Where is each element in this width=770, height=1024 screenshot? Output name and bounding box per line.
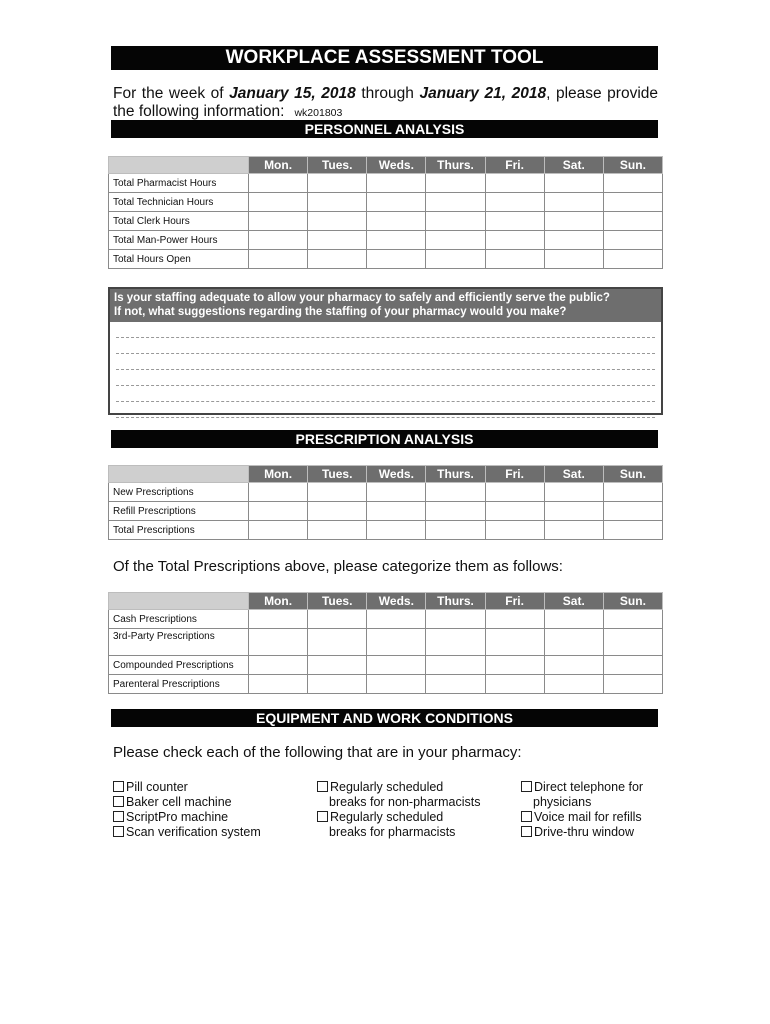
row-label: Total Man-Power Hours: [109, 231, 249, 250]
table-row: [109, 629, 663, 656]
entry-cell[interactable]: [367, 212, 426, 231]
checklist-column-2: [317, 780, 480, 840]
checkbox[interactable]: [521, 781, 532, 792]
row-label: 3rd-Party Prescriptions: [109, 629, 249, 656]
day-header: Sun.: [603, 593, 662, 610]
entry-cell[interactable]: [426, 250, 485, 269]
answer-line[interactable]: [116, 354, 655, 370]
entry-cell[interactable]: [367, 502, 426, 521]
day-header: Fri.: [485, 466, 544, 483]
day-header: Tues.: [308, 157, 367, 174]
prescription-heading: PRESCRIPTION ANALYSIS: [111, 430, 658, 448]
checklist-item-continued: breaks for non-pharmacists: [329, 795, 481, 809]
table-row: [109, 231, 663, 250]
day-header: Sun.: [603, 466, 662, 483]
checkbox[interactable]: [317, 811, 328, 822]
entry-cell[interactable]: [367, 675, 426, 694]
answer-line[interactable]: [116, 322, 655, 338]
day-header: Thurs.: [426, 593, 485, 610]
entry-cell[interactable]: [308, 521, 367, 540]
category-table: [108, 592, 663, 694]
day-header: Mon.: [249, 157, 308, 174]
entry-cell[interactable]: [544, 174, 603, 193]
entry-cell[interactable]: [426, 610, 485, 629]
table-row: [109, 174, 663, 193]
entry-cell[interactable]: [544, 675, 603, 694]
entry-cell[interactable]: [308, 250, 367, 269]
table-header-row: [109, 157, 663, 174]
answer-line[interactable]: [116, 402, 655, 418]
table-row: [109, 193, 663, 212]
day-header: Weds.: [367, 593, 426, 610]
checklist-item[interactable]: Regularly scheduled: [317, 810, 480, 825]
answer-line[interactable]: [116, 370, 655, 386]
table-row: [109, 675, 663, 694]
entry-cell[interactable]: [367, 610, 426, 629]
entry-cell[interactable]: [308, 483, 367, 502]
entry-cell[interactable]: [249, 193, 308, 212]
header-blank: [109, 157, 249, 174]
entry-cell[interactable]: [249, 483, 308, 502]
table-row: [109, 250, 663, 269]
header-blank: [109, 593, 249, 610]
checkbox[interactable]: [113, 796, 124, 807]
intro-text: For the week of January 15, 2018 through January 21, 2018, please provide the following information: wk201803: [113, 85, 659, 120]
entry-cell[interactable]: [485, 250, 544, 269]
table-row: [109, 212, 663, 231]
entry-cell[interactable]: [426, 174, 485, 193]
entry-cell[interactable]: [544, 250, 603, 269]
entry-cell[interactable]: [249, 521, 308, 540]
week-end-date: January 21, 2018: [419, 85, 547, 102]
row-label: Parenteral Prescriptions: [109, 675, 249, 694]
entry-cell[interactable]: [308, 675, 367, 694]
checkbox[interactable]: [113, 811, 124, 822]
checklist-item[interactable]: Drive-thru window: [521, 825, 643, 840]
day-header: Fri.: [485, 157, 544, 174]
table-header-row: [109, 466, 663, 483]
entry-cell[interactable]: [367, 521, 426, 540]
day-header: Weds.: [367, 157, 426, 174]
row-label: Cash Prescriptions: [109, 610, 249, 629]
table-row: [109, 483, 663, 502]
entry-cell[interactable]: [485, 193, 544, 212]
entry-cell[interactable]: [367, 656, 426, 675]
entry-cell[interactable]: [249, 656, 308, 675]
checklist-item[interactable]: Direct telephone for: [521, 780, 643, 795]
entry-cell[interactable]: [485, 231, 544, 250]
row-label: Compounded Prescriptions: [109, 656, 249, 675]
staffing-question: Is your staffing adequate to allow your pharmacy to safely and efficiently serve the public? If not, what suggestions regarding the staffing of your pharmacy would you make?: [110, 289, 661, 322]
entry-cell[interactable]: [485, 629, 544, 656]
checklist-item[interactable]: Baker cell machine: [113, 795, 261, 810]
row-label: Total Prescriptions: [109, 521, 249, 540]
personnel-heading: PERSONNEL ANALYSIS: [111, 120, 658, 138]
entry-cell[interactable]: [426, 629, 485, 656]
table-row: [109, 502, 663, 521]
entry-cell[interactable]: [544, 193, 603, 212]
entry-cell[interactable]: [367, 193, 426, 212]
entry-cell[interactable]: [544, 656, 603, 675]
entry-cell[interactable]: [603, 675, 662, 694]
entry-cell[interactable]: [249, 675, 308, 694]
entry-cell[interactable]: [603, 250, 662, 269]
day-header: Thurs.: [426, 466, 485, 483]
table-row: [109, 610, 663, 629]
checklist-item[interactable]: ScriptPro machine: [113, 810, 261, 825]
row-label: New Prescriptions: [109, 483, 249, 502]
entry-cell[interactable]: [544, 212, 603, 231]
week-start-date: January 15, 2018: [229, 85, 356, 102]
entry-cell[interactable]: [426, 502, 485, 521]
entry-cell[interactable]: [308, 212, 367, 231]
entry-cell[interactable]: [485, 656, 544, 675]
day-header: Weds.: [367, 466, 426, 483]
entry-cell[interactable]: [367, 629, 426, 656]
checklist-item-continued: breaks for pharmacists: [329, 825, 456, 839]
entry-cell[interactable]: [426, 675, 485, 694]
entry-cell[interactable]: [249, 629, 308, 656]
header-blank: [109, 466, 249, 483]
entry-cell[interactable]: [367, 250, 426, 269]
checklist-item[interactable]: Regularly scheduled: [317, 780, 480, 795]
row-label: Total Technician Hours: [109, 193, 249, 212]
day-header: Sat.: [544, 157, 603, 174]
entry-cell[interactable]: [367, 483, 426, 502]
table-header-row: [109, 593, 663, 610]
entry-cell[interactable]: [485, 675, 544, 694]
staffing-answer-area[interactable]: [110, 322, 661, 418]
row-label: Refill Prescriptions: [109, 502, 249, 521]
checkbox[interactable]: [521, 826, 532, 837]
entry-cell[interactable]: [603, 521, 662, 540]
day-header: Sat.: [544, 466, 603, 483]
week-code: wk201803: [294, 107, 343, 119]
checkbox[interactable]: [113, 781, 124, 792]
entry-cell[interactable]: [485, 174, 544, 193]
answer-line[interactable]: [116, 338, 655, 354]
row-label: Total Hours Open: [109, 250, 249, 269]
entry-cell[interactable]: [249, 250, 308, 269]
entry-cell[interactable]: [426, 212, 485, 231]
entry-cell[interactable]: [426, 231, 485, 250]
row-label: Total Clerk Hours: [109, 212, 249, 231]
checkbox[interactable]: [113, 826, 124, 837]
entry-cell[interactable]: [308, 629, 367, 656]
entry-cell[interactable]: [544, 610, 603, 629]
table-row: [109, 521, 663, 540]
checklist-item[interactable]: Voice mail for refills: [521, 810, 643, 825]
entry-cell[interactable]: [308, 610, 367, 629]
entry-cell[interactable]: [544, 521, 603, 540]
entry-cell[interactable]: [603, 193, 662, 212]
entry-cell[interactable]: [485, 483, 544, 502]
day-header: Mon.: [249, 593, 308, 610]
entry-cell[interactable]: [544, 231, 603, 250]
entry-cell[interactable]: [603, 610, 662, 629]
day-header: Mon.: [249, 466, 308, 483]
answer-line[interactable]: [116, 386, 655, 402]
checklist-item[interactable]: Scan verification system: [113, 825, 261, 840]
entry-cell[interactable]: [367, 231, 426, 250]
entry-cell[interactable]: [603, 231, 662, 250]
day-header: Thurs.: [426, 157, 485, 174]
entry-cell[interactable]: [544, 483, 603, 502]
personnel-table: [108, 156, 663, 269]
entry-cell[interactable]: [603, 629, 662, 656]
entry-cell[interactable]: [485, 212, 544, 231]
checkbox[interactable]: [317, 781, 328, 792]
entry-cell[interactable]: [308, 174, 367, 193]
entry-cell[interactable]: [249, 212, 308, 231]
entry-cell[interactable]: [544, 629, 603, 656]
checklist-column-3: [521, 780, 643, 840]
entry-cell[interactable]: [485, 502, 544, 521]
entry-cell[interactable]: [426, 656, 485, 675]
entry-cell[interactable]: [485, 521, 544, 540]
staffing-question-box: [108, 287, 663, 415]
entry-cell[interactable]: [367, 174, 426, 193]
day-header: Tues.: [308, 593, 367, 610]
form-title: WORKPLACE ASSESSMENT TOOL: [111, 46, 658, 70]
entry-cell[interactable]: [249, 174, 308, 193]
day-header: Tues.: [308, 466, 367, 483]
entry-cell[interactable]: [603, 656, 662, 675]
prescription-table: [108, 465, 663, 540]
entry-cell[interactable]: [485, 610, 544, 629]
row-label: Total Pharmacist Hours: [109, 174, 249, 193]
entry-cell[interactable]: [426, 521, 485, 540]
entry-cell[interactable]: [308, 502, 367, 521]
entry-cell[interactable]: [544, 502, 603, 521]
checkbox[interactable]: [521, 811, 532, 822]
entry-cell[interactable]: [603, 483, 662, 502]
checklist-item-continued: physicians: [533, 795, 592, 809]
day-header: Sun.: [603, 157, 662, 174]
entry-cell[interactable]: [426, 193, 485, 212]
entry-cell[interactable]: [308, 193, 367, 212]
equipment-instruction: Please check each of the following that are in your pharmacy:: [113, 744, 522, 761]
entry-cell[interactable]: [426, 483, 485, 502]
entry-cell[interactable]: [249, 231, 308, 250]
day-header: Sat.: [544, 593, 603, 610]
entry-cell[interactable]: [603, 174, 662, 193]
entry-cell[interactable]: [603, 502, 662, 521]
checklist-column-1: [113, 780, 261, 840]
categorize-instruction: Of the Total Prescriptions above, please categorize them as follows:: [113, 558, 563, 575]
entry-cell[interactable]: [249, 502, 308, 521]
day-header: Fri.: [485, 593, 544, 610]
entry-cell[interactable]: [249, 610, 308, 629]
table-row: [109, 656, 663, 675]
equipment-heading: EQUIPMENT AND WORK CONDITIONS: [111, 709, 658, 727]
entry-cell[interactable]: [308, 656, 367, 675]
checklist-item[interactable]: Pill counter: [113, 780, 261, 795]
entry-cell[interactable]: [308, 231, 367, 250]
entry-cell[interactable]: [603, 212, 662, 231]
